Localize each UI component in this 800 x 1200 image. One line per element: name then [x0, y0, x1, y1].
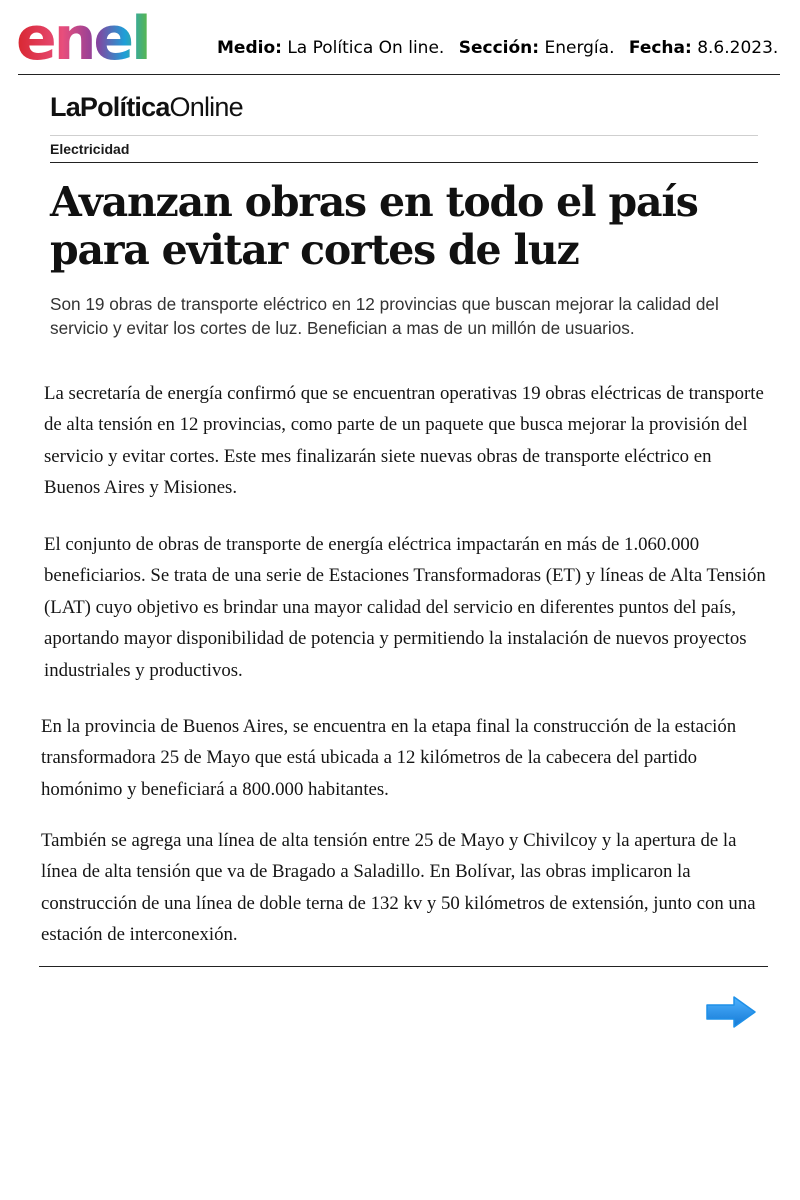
- arrow-right-icon[interactable]: [704, 994, 758, 1030]
- article-paragraph: También se agrega una línea de alta tensión entre 25 de Mayo y Chivilcoy y la apertura de la línea de alta tensión que va de Bragado a Saladillo. En Bolívar, las obras implicaron la construcción de una línea de doble terna de 132 kv y 50 kilómetros de extensión, junto con una estación de interconexión.: [41, 830, 756, 946]
- masthead-divider: [50, 135, 758, 136]
- article-paragraph: En la provincia de Buenos Aires, se encuentra en la etapa final la construcción de la estación transformadora 25 de Mayo que está ubicada a 12 kilómetros de la cabecera del partido homónimo y beneficiará a 800.000 habitantes.: [41, 716, 737, 800]
- article-paragraph: El conjunto de obras de transporte de energía eléctrica impactarán en más de 1.060.000 beneficiarios. Se trata de una serie de Estaciones Transformadoras (ET) y líneas de Alta Tensión (LAT) cuyo objetivo es brindar una mayor calidad del servicio en diferentes puntos del país, aportando mayor disponibilidad de potencia y permitiendo la instalación de nuevos proyectos industriales y productivos.: [44, 534, 766, 681]
- seccion-label: Sección:: [458, 38, 540, 58]
- article-paragraph: La secretaría de energía confirmó que se encuentran operativas 19 obras eléctricas de transporte de alta tensión en 12 provincias, como parte de un paquete que busca mejorar la provisión del servicio y evitar cortes. Este mes finalizarán siete nuevas obras de transporte eléctrico en Buenos Aires y Misiones.: [44, 383, 764, 499]
- enel-logo: [14, 4, 182, 68]
- publication-name-bold: LaPolítica: [50, 92, 170, 122]
- seccion-value: Energía.: [544, 38, 615, 58]
- publication-name-regular: Online: [169, 92, 243, 122]
- medio-label: Medio:: [217, 38, 282, 58]
- section-divider: [50, 162, 758, 163]
- article-lede: Son 19 obras de transporte eléctrico en 12 provincias que buscan mejorar la calidad del servicio y evitar los cortes de luz. Benefician a mas de un millón de usuarios.: [50, 294, 719, 338]
- article-headline: Avanzan obras en todo el país para evitar cortes de luz: [50, 178, 698, 274]
- header-divider: [18, 74, 780, 75]
- article-end-divider: [39, 966, 768, 967]
- publication-logo: [50, 92, 243, 123]
- clipping-metadata: [217, 38, 778, 58]
- svg-text:enel: enel: [16, 4, 149, 68]
- article-section: Electricidad: [50, 141, 130, 157]
- fecha-value: 8.6.2023.: [697, 38, 779, 58]
- medio-value: La Política On line.: [287, 38, 445, 58]
- fecha-label: Fecha:: [628, 38, 692, 58]
